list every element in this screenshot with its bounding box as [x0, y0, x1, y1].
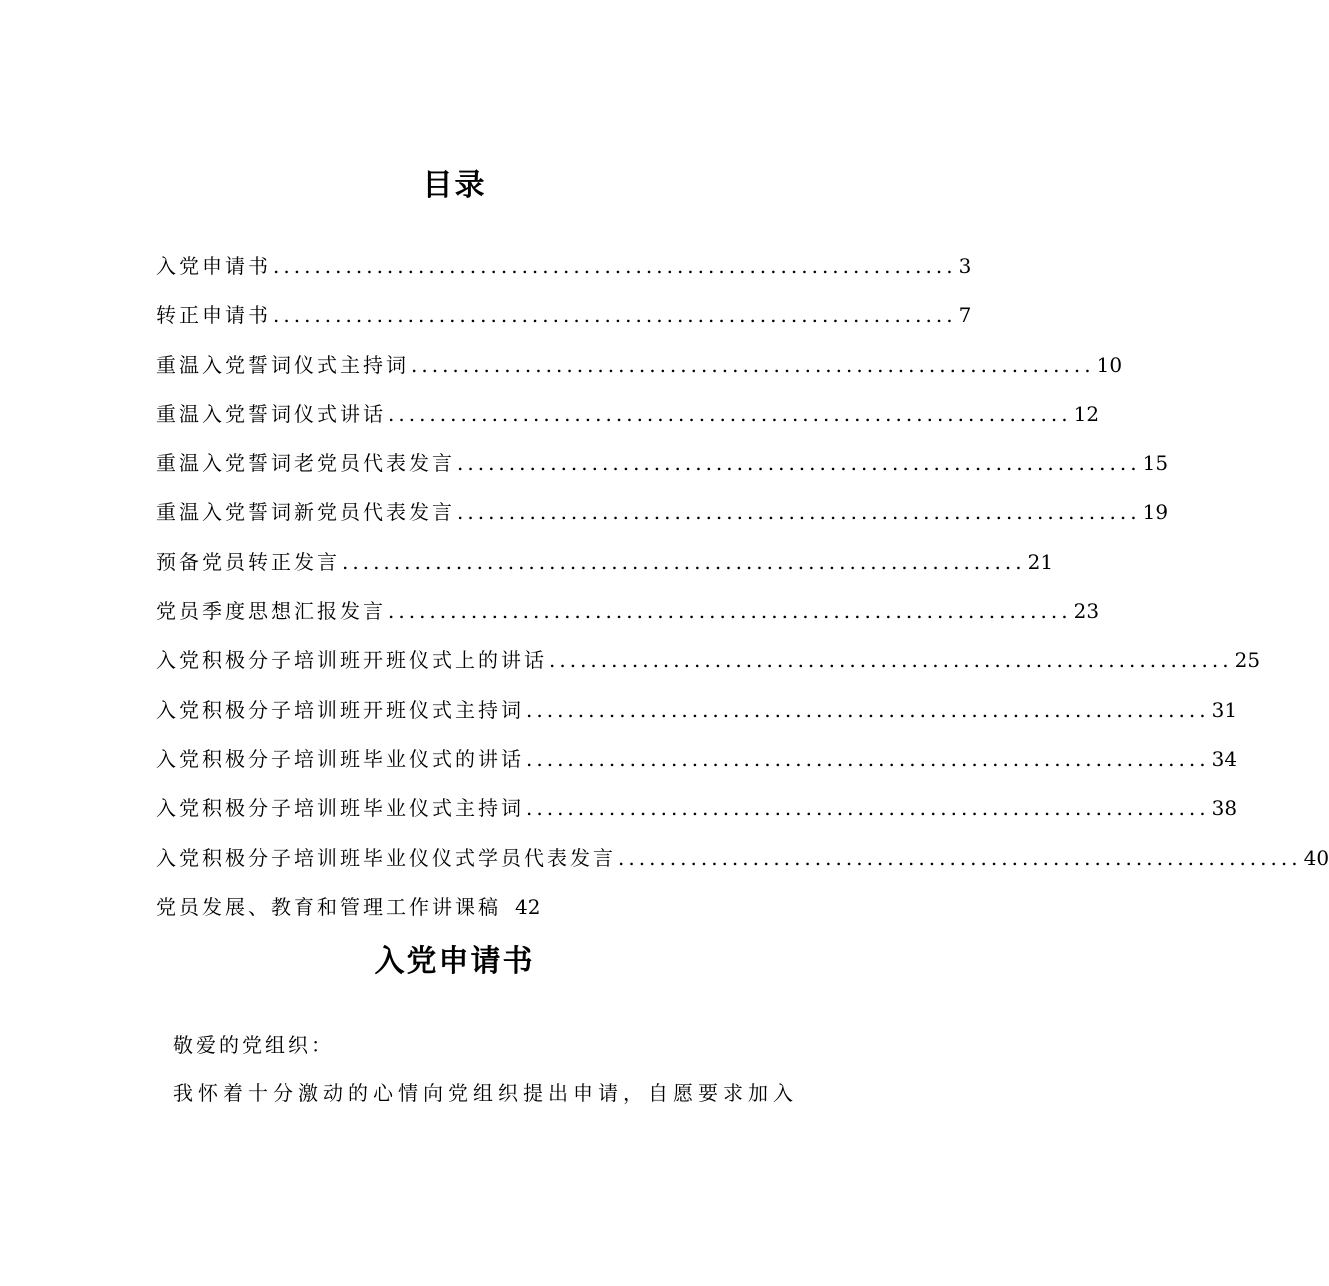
letter-body-text: 我怀着十分激动的心情向党组织提出申请，自愿要求加入 [173, 1081, 798, 1105]
toc-entry-label: 入党积极分子培训班开班仪式上的讲话 [156, 648, 547, 673]
toc-entry-label: 重温入党誓词仪式讲话 [156, 401, 386, 426]
toc-entry-page: 10 [1096, 352, 1123, 377]
toc-entry-page: 3 [958, 254, 972, 278]
toc-entry-label: 转正申请书 [156, 303, 271, 328]
toc-entry-page: 42 [515, 894, 541, 919]
toc-entry[interactable] [156, 595, 1100, 644]
toc-entry-label: 预备党员转正发言 [156, 549, 340, 574]
toc-entry-page: 7 [958, 303, 972, 328]
toc-leader-dots: .................................................................. [526, 796, 1210, 821]
toc-entry-page: 25 [1234, 648, 1261, 673]
letter-salutation: 敬爱的党组织： [173, 1033, 334, 1057]
toc-entry[interactable] [156, 250, 972, 299]
toc-entry-label: 入党积极分子培训班毕业仪仪式学员代表发言 [156, 845, 616, 870]
toc-entry-page: 31 [1211, 697, 1238, 722]
toc-entry[interactable] [156, 644, 1261, 693]
toc-entry[interactable] [156, 398, 1100, 447]
toc-entry[interactable] [156, 842, 1329, 891]
toc-leader-dots: .................................................................. [618, 845, 1302, 870]
table-of-contents [156, 250, 1329, 940]
toc-title: 目录 [422, 168, 487, 203]
toc-entry[interactable] [156, 299, 972, 348]
toc-entry[interactable] [156, 792, 1238, 841]
toc-entry-page: 40 [1303, 845, 1329, 870]
toc-entry[interactable] [156, 546, 1054, 595]
toc-entry-label: 重温入党誓词仪式主持词 [156, 352, 409, 377]
toc-leader-dots: .................................................................. [457, 451, 1141, 476]
section-title: 入党申请书 [374, 944, 535, 979]
toc-leader-dots: .................................................................. [411, 352, 1095, 377]
toc-entry-page: 38 [1211, 796, 1238, 821]
toc-entry-page: 15 [1142, 451, 1169, 476]
toc-leader-dots: .................................................................. [273, 303, 957, 328]
toc-entry[interactable] [156, 743, 1238, 792]
toc-entry-page: 21 [1027, 549, 1054, 574]
toc-leader-dots: .................................................................. [388, 401, 1072, 426]
toc-entry-label: 党员发展、教育和管理工作讲课稿 [156, 894, 501, 919]
toc-entry[interactable] [156, 694, 1238, 743]
toc-leader-dots: .................................................................. [388, 599, 1072, 624]
toc-entry-page: 23 [1073, 599, 1100, 624]
toc-leader-dots: .................................................................. [273, 254, 957, 278]
toc-entry-label: 入党积极分子培训班毕业仪式主持词 [156, 796, 524, 821]
toc-leader-dots: .................................................................. [526, 697, 1210, 722]
toc-entry[interactable] [156, 447, 1169, 496]
toc-entry-label: 党员季度思想汇报发言 [156, 599, 386, 624]
toc-entry[interactable] [156, 349, 1123, 398]
toc-entry-page: 12 [1073, 401, 1100, 426]
toc-entry[interactable] [156, 891, 756, 940]
toc-entry-label: 重温入党誓词老党员代表发言 [156, 451, 455, 476]
toc-entry-page: 34 [1211, 746, 1238, 771]
toc-entry-page: 19 [1142, 500, 1169, 525]
toc-entry-label: 入党积极分子培训班毕业仪式的讲话 [156, 746, 524, 771]
toc-entry[interactable] [156, 496, 1169, 545]
toc-entry-label: 入党申请书 [156, 254, 271, 278]
toc-entry-label: 入党积极分子培训班开班仪式主持词 [156, 697, 524, 722]
toc-leader-dots: .................................................................. [526, 746, 1210, 771]
toc-leader-dots: .................................................................. [342, 549, 1026, 574]
toc-leader-dots: .................................................................. [457, 500, 1141, 525]
toc-entry-label: 重温入党誓词新党员代表发言 [156, 500, 455, 525]
toc-leader-dots: .................................................................. [549, 648, 1233, 673]
